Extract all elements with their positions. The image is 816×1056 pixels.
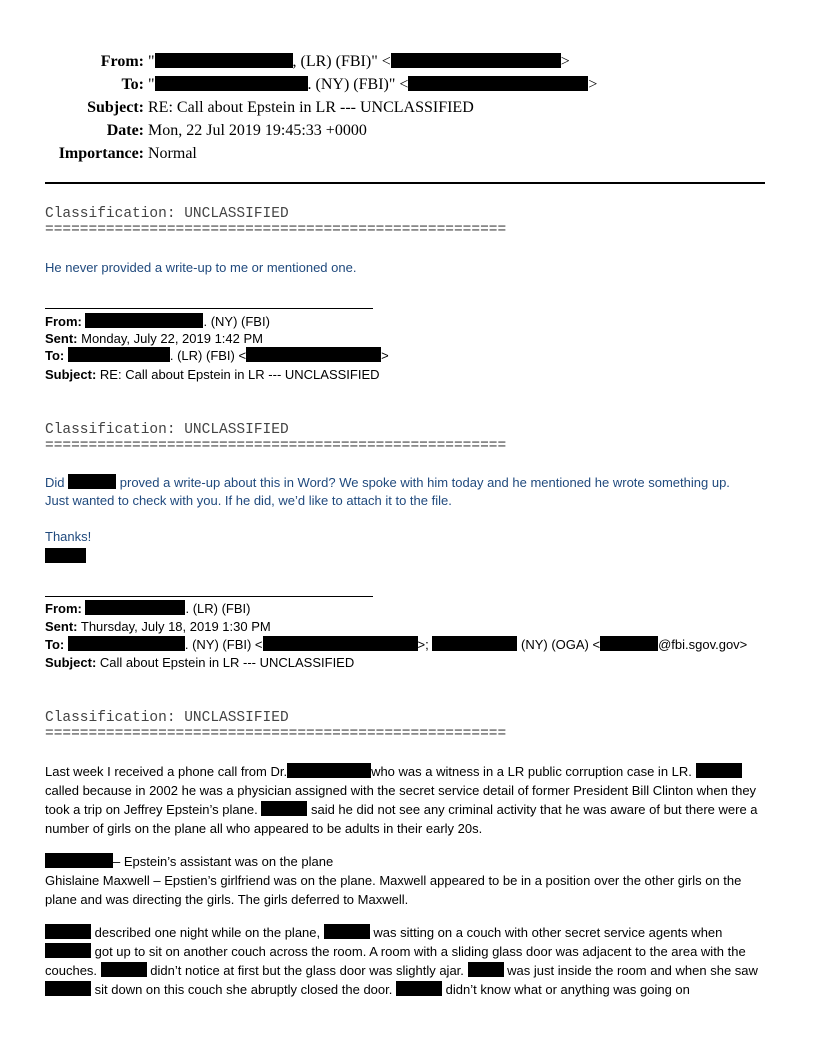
importance-value: Normal (148, 145, 197, 162)
redaction (468, 962, 504, 977)
classification-banner: Classification: UNCLASSIFIED (45, 206, 289, 222)
to-value: " . (NY) (FBI)" < > (148, 76, 598, 93)
classification-rule: ===================================================== (45, 438, 507, 454)
body-paragraph: – Epstein’s assistant was on the plane Ghislaine Maxwell – Epstien’s girlfriend was on the plane. Maxwell appeared to be in a position over the other girls on the plane and was directing the girls. The girls deferred to Maxwell. (45, 854, 742, 907)
msg2-subject: Subject: RE: Call about Epstein in LR --- UNCLASSIFIED (45, 367, 380, 382)
redaction (155, 53, 293, 68)
date-value: Mon, 22 Jul 2019 19:45:33 +0000 (148, 122, 367, 139)
from-value: " , (LR) (FBI)" < > (148, 53, 570, 70)
redaction (600, 636, 658, 651)
redaction (324, 924, 370, 939)
redaction (45, 924, 91, 939)
redaction (68, 474, 116, 489)
redaction (45, 981, 91, 996)
body-paragraph: Last week I received a phone call from Dr. who was a witness in a LR public corruption case in LR. called because in 2002 he was a physician assigned with the secret service detail of former President Bill Clinton when they took a trip on Jeffrey Epstein’s plane. said he did not see any criminal activity that he was aware of but there were a number of girls on the plane all who appeared to be adults in their early 20s. (45, 764, 758, 836)
msg2-sent: Sent: Monday, July 22, 2019 1:42 PM (45, 331, 263, 346)
redaction (85, 313, 203, 328)
thanks-text: Thanks! (45, 529, 92, 544)
redaction (261, 801, 307, 816)
msg2-from: From: . (NY) (FBI) (45, 314, 270, 329)
redaction (287, 763, 371, 778)
redaction (155, 76, 308, 91)
classification-rule: ===================================================== (45, 222, 507, 238)
subject-value: RE: Call about Epstein in LR --- UNCLASSIFIED (148, 99, 474, 116)
msg3-sent: Sent: Thursday, July 18, 2019 1:30 PM (45, 619, 271, 634)
reply-text: Just wanted to check with you. If he did, we’d like to attach it to the file. (45, 493, 452, 508)
msg3-to: To: . (NY) (FBI) < >; (NY) (OGA) < @fbi.sgov.gov> (45, 637, 748, 652)
classification-rule: ===================================================== (45, 726, 507, 742)
from-label: From: (100, 53, 144, 70)
message-separator (45, 308, 373, 309)
body-paragraph: described one night while on the plane, was sitting on a couch with other secret service agents when got up to sit on another couch across the room. A room with a sliding glass door was adjacent to the area with the couches. didn’t notice at first but the glass door was slightly ajar. was just inside the room and when she saw sit down on this couch she abruptly closed the door. didn’t know what or anything was going on (45, 925, 758, 997)
reply-text: He never provided a write-up to me or mentioned one. (45, 260, 357, 275)
redaction (246, 347, 381, 362)
msg2-to: To: . (LR) (FBI) < > (45, 348, 389, 363)
importance-label: Importance: (58, 145, 144, 162)
redaction (68, 636, 185, 651)
reply-text: Did proved a write-up about this in Word? We spoke with him today and he mentioned he wrote something up. (45, 475, 730, 490)
message-separator (45, 596, 373, 597)
signature-redaction (45, 548, 86, 563)
redaction (696, 763, 742, 778)
msg3-from: From: . (LR) (FBI) (45, 601, 251, 616)
date-label: Date: (106, 122, 144, 139)
redaction (85, 600, 185, 615)
to-label: To: (121, 76, 144, 93)
redaction (45, 943, 91, 958)
msg3-subject: Subject: Call about Epstein in LR --- UNCLASSIFIED (45, 655, 355, 670)
redaction (432, 636, 517, 651)
subject-label: Subject: (87, 99, 144, 116)
classification-banner: Classification: UNCLASSIFIED (45, 422, 289, 438)
redaction (408, 76, 588, 91)
classification-banner: Classification: UNCLASSIFIED (45, 710, 289, 726)
redaction (68, 347, 170, 362)
redaction (391, 53, 561, 68)
redaction (101, 962, 147, 977)
redaction (396, 981, 442, 996)
redaction (263, 636, 418, 651)
redaction (45, 853, 113, 868)
header-divider (45, 182, 765, 184)
